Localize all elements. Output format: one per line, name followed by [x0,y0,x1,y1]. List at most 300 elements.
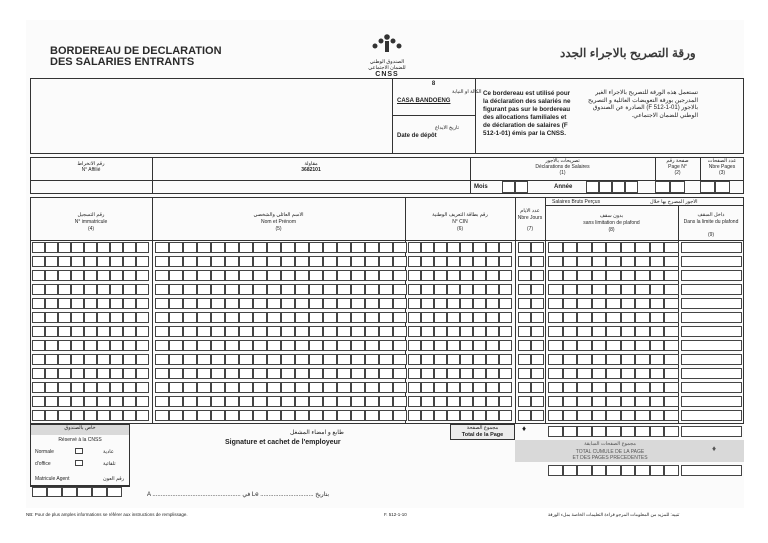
nom-cell[interactable] [309,298,323,309]
immat-cell[interactable] [32,284,45,295]
cin-cell[interactable] [473,298,486,309]
nom-cell[interactable] [365,242,379,253]
immat-cell[interactable] [71,298,84,309]
cin-cell[interactable] [434,354,447,365]
sans-plafond-cell[interactable] [577,340,592,351]
sans-plafond-cell[interactable] [577,326,592,337]
nom-cell[interactable] [351,410,365,421]
nom-cell[interactable] [379,368,393,379]
cin-cell[interactable] [421,382,434,393]
cin-cell[interactable] [486,340,499,351]
immat-cell[interactable] [110,242,123,253]
immat-cell[interactable] [136,326,149,337]
immat-cell[interactable] [32,242,45,253]
nom-cell[interactable] [337,326,351,337]
nom-cell[interactable] [253,382,267,393]
jours-cell[interactable] [531,326,544,337]
immat-cell[interactable] [84,256,97,267]
nom-cell[interactable] [281,312,295,323]
cin-cell[interactable] [434,368,447,379]
agent-digit-cell[interactable] [47,487,62,497]
nom-cell[interactable] [183,396,197,407]
sans-plafond-cell[interactable] [577,312,592,323]
nom-cell[interactable] [281,326,295,337]
immat-cell[interactable] [136,256,149,267]
dans-plafond-cell[interactable] [681,256,742,267]
dans-plafond-cell[interactable] [681,298,742,309]
nom-cell[interactable] [295,242,309,253]
cin-cell[interactable] [447,354,460,365]
dans-plafond-cell[interactable] [681,242,742,253]
dans-plafond-cell[interactable] [681,340,742,351]
nom-cell[interactable] [155,242,169,253]
immat-cell[interactable] [32,396,45,407]
immat-cell[interactable] [32,354,45,365]
sans-plafond-cell[interactable] [621,242,636,253]
immat-cell[interactable] [110,312,123,323]
nom-cell[interactable] [183,312,197,323]
nom-cell[interactable] [211,298,225,309]
jours-cell[interactable] [531,312,544,323]
cin-cell[interactable] [486,312,499,323]
cin-cell[interactable] [499,284,512,295]
cin-cell[interactable] [447,396,460,407]
nom-cell[interactable] [169,242,183,253]
nom-cell[interactable] [169,396,183,407]
cin-cell[interactable] [499,410,512,421]
page-digit-2[interactable] [670,181,685,193]
nom-cell[interactable] [211,396,225,407]
sans-plafond-cell[interactable] [577,270,592,281]
sans-plafond-cell[interactable] [548,410,563,421]
nom-cell[interactable] [239,284,253,295]
cin-cell[interactable] [473,312,486,323]
annee-digit-2[interactable] [599,181,612,193]
cin-cell[interactable] [473,368,486,379]
sans-plafond-cell[interactable] [664,326,679,337]
sans-plafond-cell[interactable] [664,368,679,379]
sans-plafond-cell[interactable] [577,242,592,253]
nom-cell[interactable] [155,396,169,407]
sans-plafond-cell[interactable] [548,382,563,393]
immat-cell[interactable] [58,284,71,295]
pages-digit-1[interactable] [700,181,715,193]
nom-cell[interactable] [239,256,253,267]
nom-cell[interactable] [267,340,281,351]
nom-cell[interactable] [295,270,309,281]
nom-cell[interactable] [337,340,351,351]
immat-cell[interactable] [97,242,110,253]
cin-cell[interactable] [447,410,460,421]
cin-cell[interactable] [434,340,447,351]
jours-cell[interactable] [518,270,531,281]
nom-cell[interactable] [379,382,393,393]
immat-cell[interactable] [32,256,45,267]
nom-cell[interactable] [211,284,225,295]
sans-plafond-cell[interactable] [548,256,563,267]
sans-plafond-cell[interactable] [606,340,621,351]
nom-cell[interactable] [197,382,211,393]
nom-cell[interactable] [379,326,393,337]
nom-cell[interactable] [211,340,225,351]
total-sans-cell[interactable] [548,426,563,437]
cumul-dans-cell[interactable] [681,465,742,476]
sans-plafond-cell[interactable] [635,284,650,295]
cin-cell[interactable] [460,298,473,309]
immat-cell[interactable] [84,326,97,337]
sans-plafond-cell[interactable] [621,396,636,407]
sans-plafond-cell[interactable] [635,410,650,421]
immat-cell[interactable] [136,368,149,379]
nom-cell[interactable] [183,368,197,379]
cin-cell[interactable] [408,284,421,295]
immat-cell[interactable] [123,326,136,337]
sans-plafond-cell[interactable] [650,410,665,421]
sans-plafond-cell[interactable] [664,270,679,281]
sans-plafond-cell[interactable] [650,382,665,393]
immat-cell[interactable] [136,396,149,407]
sans-plafond-cell[interactable] [621,354,636,365]
mois-digit-1[interactable] [502,181,515,193]
cin-cell[interactable] [473,326,486,337]
nom-cell[interactable] [183,326,197,337]
sans-plafond-cell[interactable] [592,256,607,267]
immat-cell[interactable] [84,382,97,393]
nom-cell[interactable] [225,340,239,351]
dans-plafond-cell[interactable] [681,410,742,421]
nom-cell[interactable] [281,256,295,267]
cin-cell[interactable] [499,340,512,351]
nom-cell[interactable] [337,298,351,309]
nom-cell[interactable] [211,270,225,281]
nom-cell[interactable] [267,270,281,281]
nom-cell[interactable] [197,284,211,295]
nom-cell[interactable] [323,256,337,267]
cin-cell[interactable] [447,270,460,281]
sans-plafond-cell[interactable] [664,298,679,309]
nom-cell[interactable] [351,326,365,337]
sans-plafond-cell[interactable] [563,326,578,337]
immat-cell[interactable] [84,340,97,351]
nom-cell[interactable] [281,396,295,407]
sans-plafond-cell[interactable] [650,326,665,337]
immat-cell[interactable] [58,410,71,421]
immat-cell[interactable] [123,270,136,281]
sans-plafond-cell[interactable] [606,368,621,379]
sans-plafond-cell[interactable] [650,242,665,253]
immat-cell[interactable] [123,340,136,351]
sans-plafond-cell[interactable] [548,298,563,309]
sans-plafond-cell[interactable] [650,354,665,365]
nom-cell[interactable] [155,410,169,421]
nom-cell[interactable] [155,382,169,393]
immat-cell[interactable] [84,270,97,281]
nom-cell[interactable] [365,326,379,337]
sans-plafond-cell[interactable] [664,340,679,351]
sans-plafond-cell[interactable] [621,312,636,323]
total-dans-cell[interactable] [681,426,742,437]
nom-cell[interactable] [281,340,295,351]
cin-cell[interactable] [460,396,473,407]
nom-cell[interactable] [239,298,253,309]
sans-plafond-cell[interactable] [606,256,621,267]
sans-plafond-cell[interactable] [577,284,592,295]
sans-plafond-cell[interactable] [563,312,578,323]
nom-cell[interactable] [183,256,197,267]
nom-cell[interactable] [379,256,393,267]
total-sans-cell[interactable] [635,426,650,437]
nom-cell[interactable] [225,396,239,407]
jours-cell[interactable] [518,410,531,421]
nom-cell[interactable] [351,312,365,323]
immat-cell[interactable] [84,242,97,253]
agent-digit-cell[interactable] [32,487,47,497]
cin-cell[interactable] [408,410,421,421]
nom-cell[interactable] [197,256,211,267]
immat-cell[interactable] [32,368,45,379]
nom-cell[interactable] [309,284,323,295]
nom-cell[interactable] [197,410,211,421]
sans-plafond-cell[interactable] [592,298,607,309]
nom-cell[interactable] [379,242,393,253]
cin-cell[interactable] [447,312,460,323]
nom-cell[interactable] [169,312,183,323]
nom-cell[interactable] [239,340,253,351]
nom-cell[interactable] [183,354,197,365]
agent-digit-cell[interactable] [92,487,107,497]
sans-plafond-cell[interactable] [621,382,636,393]
nom-cell[interactable] [155,340,169,351]
nom-cell[interactable] [211,382,225,393]
sans-plafond-cell[interactable] [592,242,607,253]
immat-cell[interactable] [123,284,136,295]
cin-cell[interactable] [473,284,486,295]
nom-cell[interactable] [267,354,281,365]
nom-cell[interactable] [309,396,323,407]
total-sans-cell[interactable] [664,426,679,437]
immat-cell[interactable] [71,312,84,323]
sans-plafond-cell[interactable] [548,284,563,295]
nom-cell[interactable] [393,312,407,323]
nom-cell[interactable] [351,256,365,267]
nom-cell[interactable] [225,256,239,267]
sans-plafond-cell[interactable] [563,382,578,393]
sans-plafond-cell[interactable] [650,298,665,309]
nom-cell[interactable] [281,242,295,253]
nom-cell[interactable] [337,284,351,295]
immat-cell[interactable] [97,326,110,337]
nom-cell[interactable] [337,256,351,267]
sans-plafond-cell[interactable] [592,326,607,337]
immat-cell[interactable] [97,354,110,365]
nom-cell[interactable] [365,382,379,393]
cin-cell[interactable] [486,396,499,407]
sans-plafond-cell[interactable] [664,382,679,393]
immat-cell[interactable] [58,298,71,309]
immat-cell[interactable] [45,242,58,253]
nom-cell[interactable] [295,256,309,267]
sans-plafond-cell[interactable] [592,354,607,365]
immat-cell[interactable] [123,354,136,365]
cin-cell[interactable] [421,354,434,365]
sans-plafond-cell[interactable] [635,270,650,281]
cumul-sans-cell[interactable] [621,465,636,476]
immat-cell[interactable] [84,396,97,407]
immat-cell[interactable] [97,256,110,267]
cin-cell[interactable] [460,368,473,379]
normale-checkbox[interactable] [75,448,83,454]
nom-cell[interactable] [197,354,211,365]
nom-cell[interactable] [295,382,309,393]
cin-cell[interactable] [434,312,447,323]
dans-plafond-cell[interactable] [681,270,742,281]
cin-cell[interactable] [499,242,512,253]
sans-plafond-cell[interactable] [621,410,636,421]
nom-cell[interactable] [197,312,211,323]
cin-cell[interactable] [486,326,499,337]
total-sans-cell[interactable] [592,426,607,437]
nom-cell[interactable] [267,242,281,253]
sans-plafond-cell[interactable] [577,410,592,421]
cumul-sans-cell[interactable] [650,465,665,476]
sans-plafond-cell[interactable] [592,312,607,323]
sans-plafond-cell[interactable] [606,270,621,281]
sans-plafond-cell[interactable] [606,354,621,365]
nom-cell[interactable] [267,368,281,379]
cin-cell[interactable] [421,242,434,253]
office-checkbox[interactable] [75,460,83,466]
nom-cell[interactable] [253,256,267,267]
nom-cell[interactable] [323,326,337,337]
sans-plafond-cell[interactable] [563,270,578,281]
sans-plafond-cell[interactable] [563,354,578,365]
dans-plafond-cell[interactable] [681,312,742,323]
agent-digit-cell[interactable] [77,487,92,497]
cin-cell[interactable] [408,256,421,267]
total-sans-cell[interactable] [563,426,578,437]
cin-cell[interactable] [460,270,473,281]
nom-cell[interactable] [393,284,407,295]
immat-cell[interactable] [45,340,58,351]
nom-cell[interactable] [295,354,309,365]
sans-plafond-cell[interactable] [606,298,621,309]
nom-cell[interactable] [351,396,365,407]
nom-cell[interactable] [323,242,337,253]
sans-plafond-cell[interactable] [635,326,650,337]
nom-cell[interactable] [211,256,225,267]
immat-cell[interactable] [58,270,71,281]
immat-cell[interactable] [58,256,71,267]
nom-cell[interactable] [295,326,309,337]
immat-cell[interactable] [84,354,97,365]
jours-cell[interactable] [531,410,544,421]
sans-plafond-cell[interactable] [650,256,665,267]
cin-cell[interactable] [434,270,447,281]
immat-cell[interactable] [71,284,84,295]
sans-plafond-cell[interactable] [563,256,578,267]
sans-plafond-cell[interactable] [650,284,665,295]
cumul-sans-cell[interactable] [606,465,621,476]
immat-cell[interactable] [110,396,123,407]
cin-cell[interactable] [486,354,499,365]
nom-cell[interactable] [211,312,225,323]
sans-plafond-cell[interactable] [621,270,636,281]
cin-cell[interactable] [447,242,460,253]
nom-cell[interactable] [183,242,197,253]
immat-cell[interactable] [136,382,149,393]
nom-cell[interactable] [281,382,295,393]
cin-cell[interactable] [408,242,421,253]
cin-cell[interactable] [486,410,499,421]
nom-cell[interactable] [379,298,393,309]
immat-cell[interactable] [32,382,45,393]
immat-cell[interactable] [45,298,58,309]
sans-plafond-cell[interactable] [548,326,563,337]
nom-cell[interactable] [197,368,211,379]
sans-plafond-cell[interactable] [548,354,563,365]
jours-cell[interactable] [518,242,531,253]
nom-cell[interactable] [365,368,379,379]
immat-cell[interactable] [97,270,110,281]
nom-cell[interactable] [309,312,323,323]
jours-cell[interactable] [531,284,544,295]
sans-plafond-cell[interactable] [577,354,592,365]
nom-cell[interactable] [379,284,393,295]
cin-cell[interactable] [486,298,499,309]
nom-cell[interactable] [211,242,225,253]
cumul-sans-cell[interactable] [548,465,563,476]
nom-cell[interactable] [393,270,407,281]
immat-cell[interactable] [123,396,136,407]
immat-cell[interactable] [45,284,58,295]
nom-cell[interactable] [393,396,407,407]
nom-cell[interactable] [295,410,309,421]
cin-cell[interactable] [421,284,434,295]
nom-cell[interactable] [323,396,337,407]
nom-cell[interactable] [197,270,211,281]
nom-cell[interactable] [169,368,183,379]
jours-cell[interactable] [531,354,544,365]
nom-cell[interactable] [225,382,239,393]
nom-cell[interactable] [393,242,407,253]
cumul-sans-cell[interactable] [664,465,679,476]
cin-cell[interactable] [486,256,499,267]
cin-cell[interactable] [408,368,421,379]
nom-cell[interactable] [323,354,337,365]
sans-plafond-cell[interactable] [563,242,578,253]
cin-cell[interactable] [421,396,434,407]
mois-digit-2[interactable] [515,181,528,193]
nom-cell[interactable] [197,396,211,407]
jours-cell[interactable] [518,340,531,351]
nom-cell[interactable] [379,410,393,421]
cin-cell[interactable] [434,326,447,337]
immat-cell[interactable] [110,410,123,421]
nom-cell[interactable] [337,354,351,365]
immat-cell[interactable] [45,326,58,337]
nom-cell[interactable] [253,284,267,295]
nom-cell[interactable] [309,242,323,253]
sans-plafond-cell[interactable] [592,396,607,407]
nom-cell[interactable] [239,396,253,407]
nom-cell[interactable] [211,410,225,421]
nom-cell[interactable] [281,410,295,421]
cin-cell[interactable] [447,368,460,379]
sans-plafond-cell[interactable] [635,298,650,309]
sans-plafond-cell[interactable] [563,368,578,379]
sans-plafond-cell[interactable] [635,396,650,407]
immat-cell[interactable] [71,396,84,407]
